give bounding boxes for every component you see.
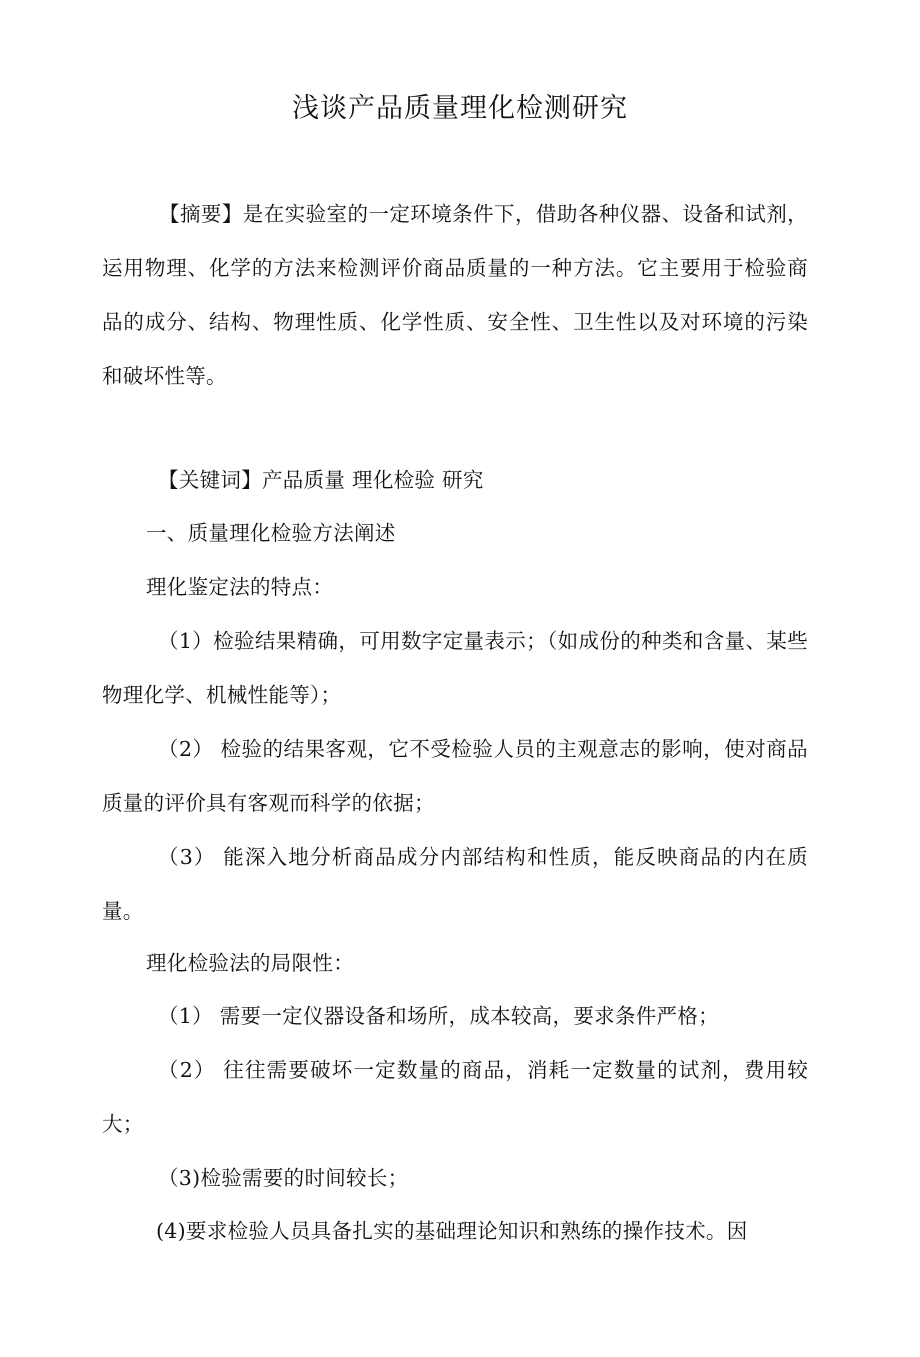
document-title: 浅谈产品质量理化检测研究 [292, 93, 628, 124]
limitation-item-1: （1） 需要一定仪器设备和场所，成本较高，要求条件严格； [158, 1004, 719, 1028]
features-heading: 理化鉴定法的特点： [146, 575, 334, 599]
limitation-item-4: (4)要求检验人员具备扎实的基础理论知识和熟练的操作技术。因 [156, 1219, 748, 1243]
limitations-heading: 理化检验法的局限性： [146, 951, 354, 975]
keywords-line: 【关键词】产品质量 理化检验 研究 [158, 468, 484, 492]
limitation-item-2: （2） 往往需要破坏一定数量的商品，消耗一定数量的试剂，费用较大； [102, 1058, 808, 1136]
section-1-heading: 一、质量理化检验方法阐述 [146, 521, 396, 545]
abstract-paragraph: 【摘要】是在实验室的一定环境条件下，借助各种仪器、设备和试剂，运用物理、化学的方法来检测评价商品质量的一种方法。它主要用于检验商品的成分、结构、物理性质、化学性质、安全性、卫生性以及对环境的污染和破坏性等。 [102, 202, 808, 388]
feature-item-3: （3） 能深入地分析商品成分内部结构和性质，能反映商品的内在质量。 [102, 845, 808, 923]
limitation-item-3: （3)检验需要的时间较长； [158, 1166, 409, 1190]
feature-item-2: （2） 检验的结果客观，它不受检验人员的主观意志的影响，使对商品质量的评价具有客观而科学的依据； [102, 737, 808, 815]
feature-item-1: （1）检验结果精确，可用数字定量表示；（如成份的种类和含量、某些物理化学、机械性能等）； [102, 629, 808, 707]
